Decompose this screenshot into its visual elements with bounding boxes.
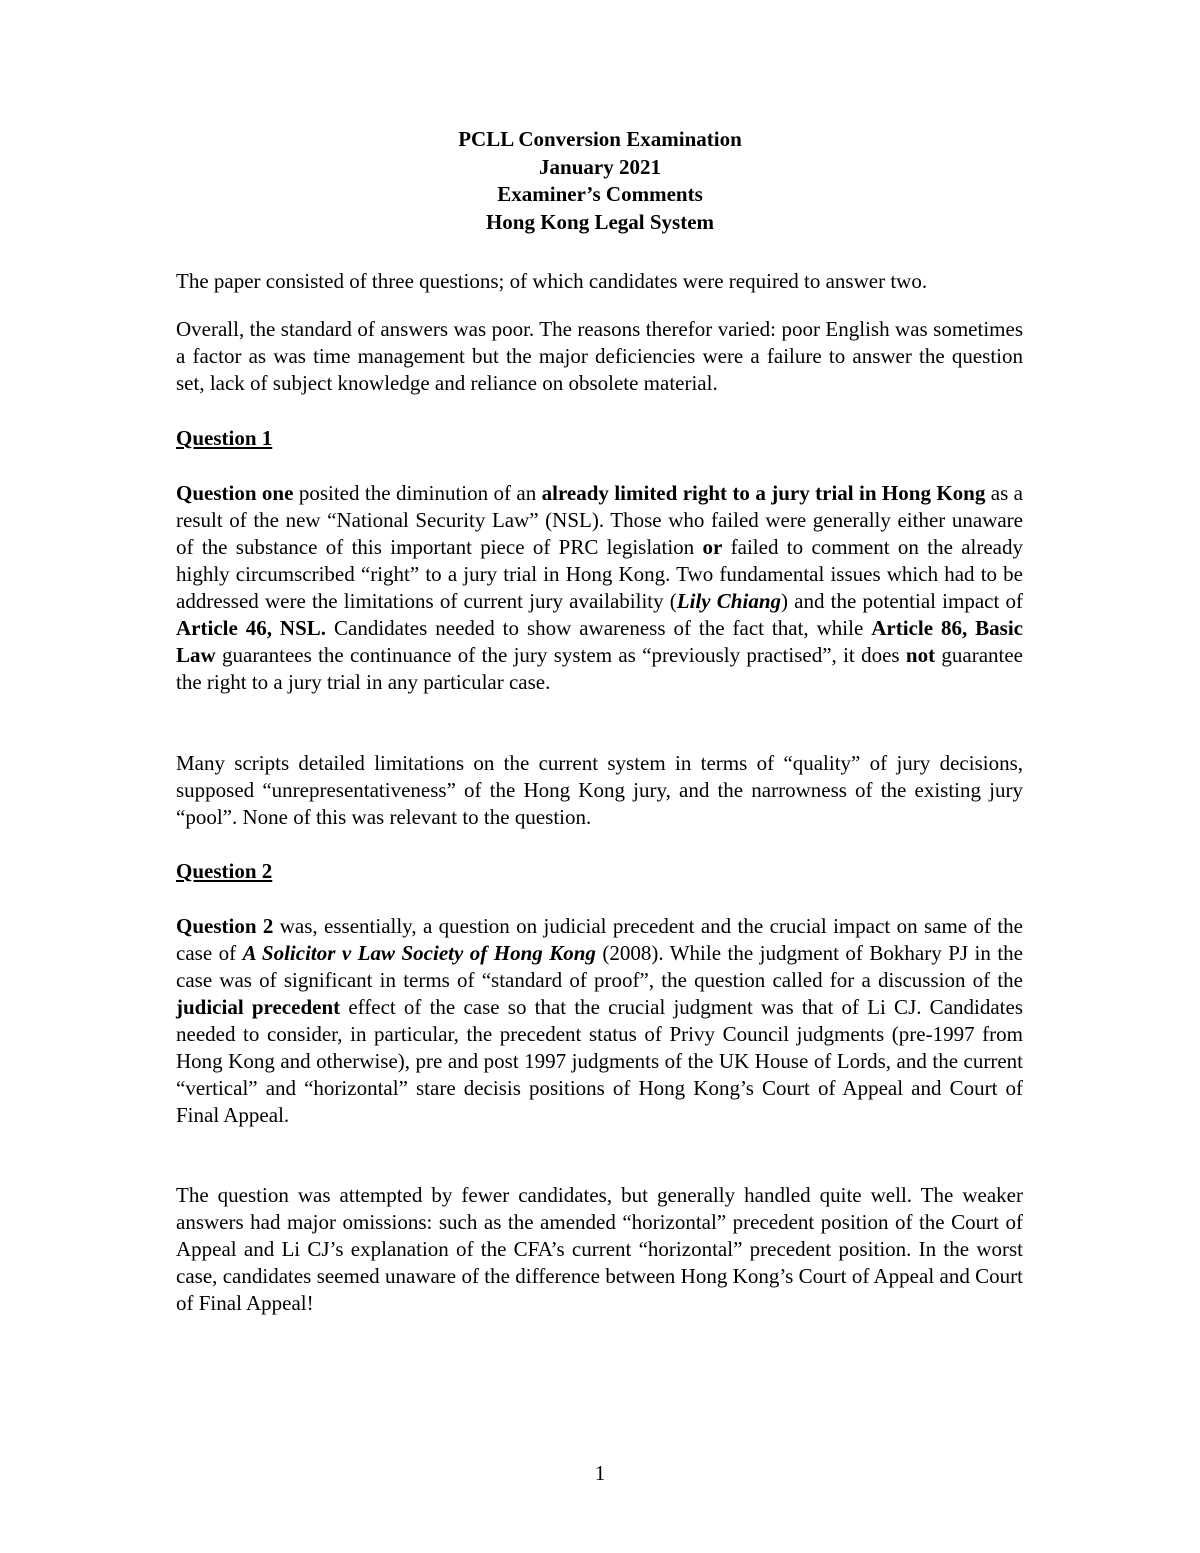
q1-emphasis-article-86: Article 86, Basic Law — [176, 616, 1023, 667]
question-1-heading: Question 1 — [176, 426, 273, 450]
question-2-paragraph-1: Question 2 was, essentially, a question on judicial precedent and the crucial impact on same of the case of A Solicitor v Law Society of Hong Kong (2008). While the judgment of Bokhary PJ in the case was of significant in terms of “standard of proof”, the question called for a discussion of the judicial precedent effect of the case so that the crucial judgment was that of Li CJ. Candidates needed to consider, in particular, the precedent status of Privy Council judgments (pre-1997 from Hong Kong and otherwise), pre and post 1997 judgments of the UK House of Lords, and the current “vertical” and “horizontal” stare decisis positions of Hong Kong’s Court of Appeal and Court of Final Appeal. — [176, 914, 1023, 1127]
q1-emphasis-or: or — [702, 535, 723, 559]
intro-paragraph-1: The paper consisted of three questions; of which candidates were required to answer two. — [176, 269, 928, 293]
document-type: Examiner’s Comments — [497, 182, 703, 206]
intro-paragraph-2: Overall, the standard of answers was poor. The reasons therefor varied: poor English was sometimes a factor as was time management but the major deficiencies were a failure to answer the question set, lack of subject knowledge and reliance on obsolete material. — [176, 317, 1023, 395]
q2-emphasis-question-2: Question 2 — [176, 914, 274, 938]
q2-emphasis-judicial-precedent: judicial precedent — [176, 995, 341, 1019]
question-2-heading: Question 2 — [176, 859, 273, 883]
q1-emphasis-article-46: Article 46, NSL. — [176, 616, 327, 640]
case-name-lily-chiang: Lily Chiang — [676, 589, 781, 613]
page-number: 1 — [594, 1461, 606, 1485]
q1-emphasis-jury-right: already limited right to a jury trial in Hong Kong — [541, 481, 986, 505]
question-1-paragraph-2: Many scripts detailed limitations on the current system in terms of “quality” of jury decisions, supposed “unrepresentativeness” of the Hong Kong jury, and the narrowness of the existing jury “pool”. None of this was relevant to the question. — [176, 751, 1023, 829]
q1-emphasis-not: not — [905, 643, 936, 667]
exam-title: PCLL Conversion Examination — [458, 127, 742, 151]
question-1-paragraph-1: Question one posited the diminution of an already limited right to a jury trial in Hong Kong as a result of the new “National Security Law” (NSL). Those who failed were generally either unaware of the substance of this important piece of PRC legislation or failed to comment on the already highly circumscribed “right” to a jury trial in Hong Kong. Two fundamental issues which had to be addressed were the limitations of current jury availability (Lily Chiang) and the potential impact of Article 46, NSL. Candidates needed to show awareness of the fact that, while Article 86, Basic Law guarantees the continuance of the jury system as “previously practised”, it does not guarantee the right to a jury trial in any particular case. — [176, 481, 1024, 694]
document-title-block — [0, 126, 1200, 236]
subject-title: Hong Kong Legal System — [485, 209, 715, 234]
question-2-paragraph-2: The question was attempted by fewer candidates, but generally handled quite well. The weaker answers had major omissions: such as the amended “horizontal” precedent position of the Court of Appeal and Li CJ’s explanation of the CFA’s current “horizontal” precedent position. In the worst case, candidates seemed unaware of the difference between Hong Kong’s Court of Appeal and Court of Final Appeal! — [176, 1183, 1023, 1315]
case-name-solicitor-v-law-society: A Solicitor v Law Society of Hong Kong — [242, 941, 596, 965]
q1-emphasis-question-one: Question one — [176, 481, 294, 505]
exam-date: January 2021 — [539, 154, 661, 179]
